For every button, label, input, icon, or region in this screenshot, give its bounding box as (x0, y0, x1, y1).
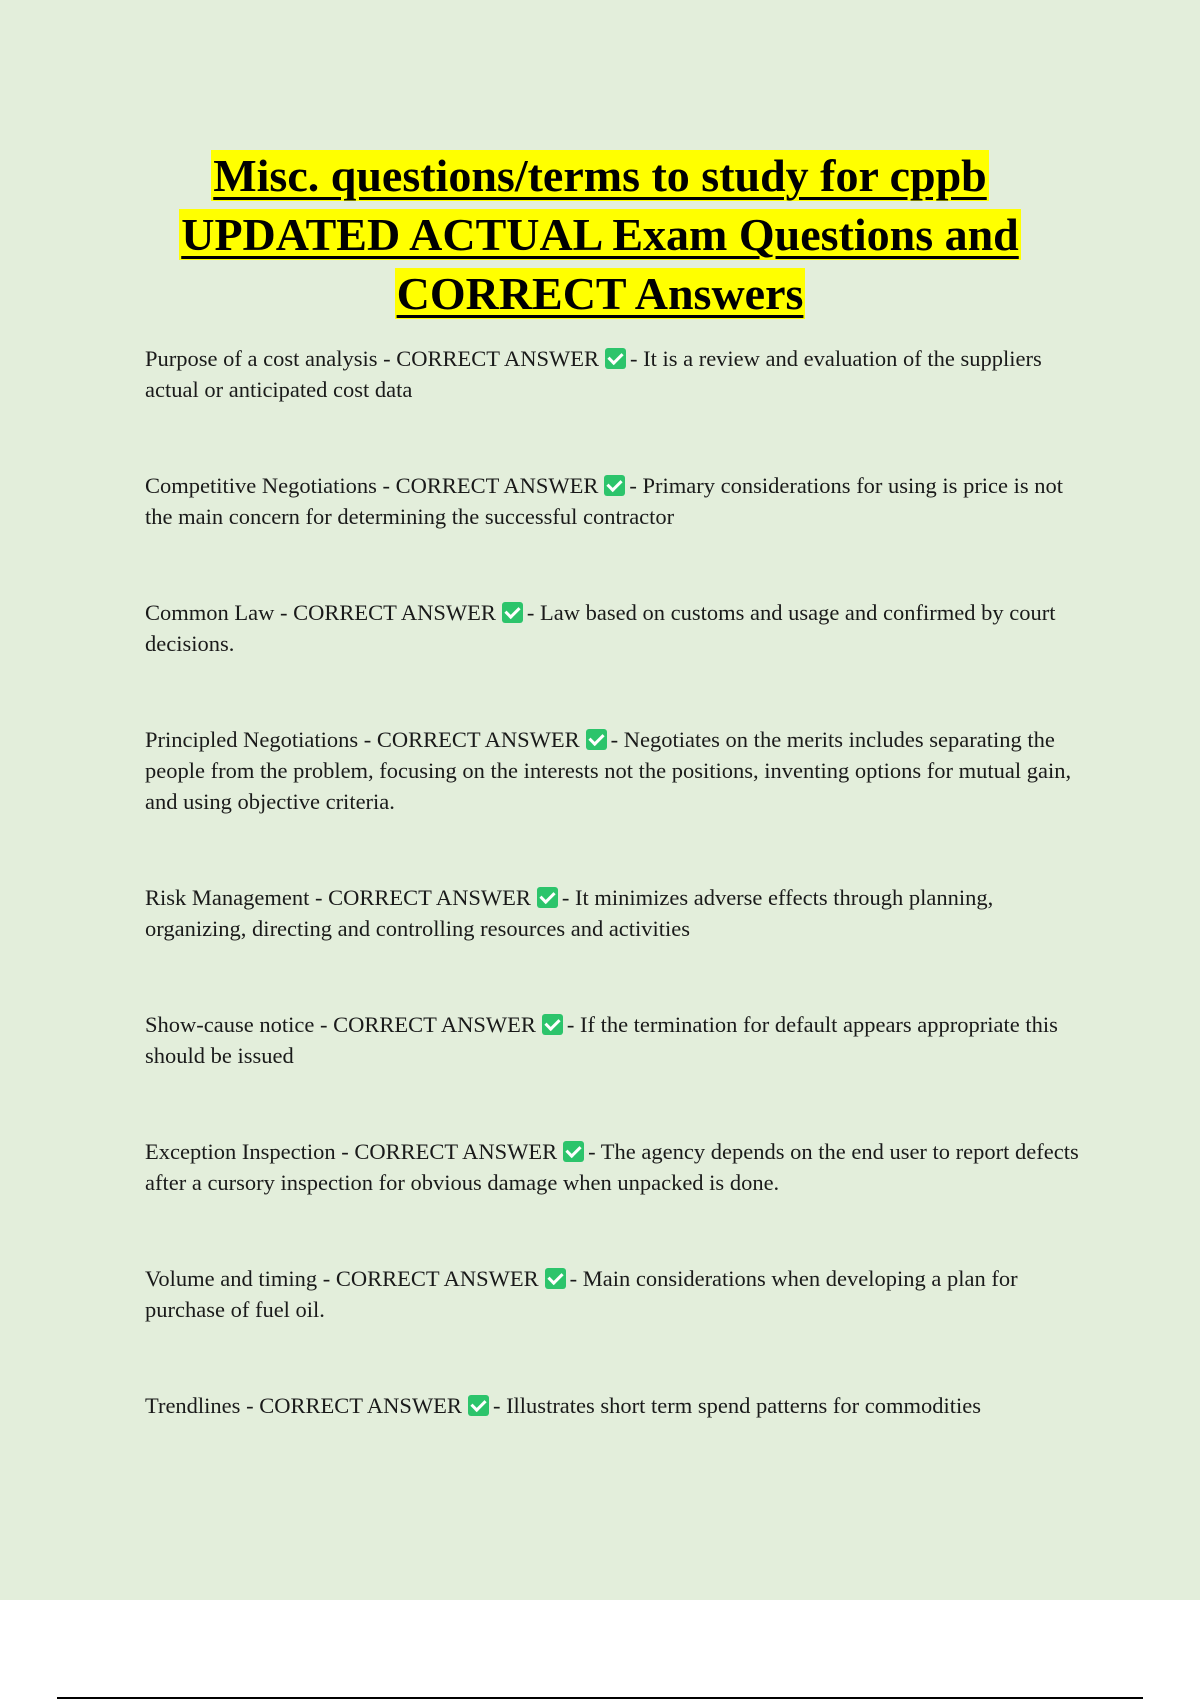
entry-marker: CORRECT ANSWER (293, 600, 496, 625)
title-line: UPDATED ACTUAL Exam Questions and (181, 209, 1019, 260)
entry-term: Risk Management (145, 885, 310, 910)
entry-marker: CORRECT ANSWER (395, 473, 599, 498)
entry-marker: CORRECT ANSWER (328, 885, 531, 910)
qa-entry: Purpose of a cost analysis - CORRECT ANSWER - It is a review and evaluation of the suppliers actual or anticipated cost data (145, 346, 1042, 402)
entry-term: Volume and timing (145, 1266, 318, 1291)
entry-term: Exception Inspection (145, 1139, 336, 1164)
entry-answer: Law based on customs and usage and confirmed by court decisions. (145, 600, 1056, 656)
entry-marker: CORRECT ANSWER (333, 1012, 536, 1037)
qa-entry: Common Law - CORRECT ANSWER - Law based on customs and usage and confirmed by court decisions. (145, 600, 1056, 656)
entry-term: Common Law (145, 600, 275, 625)
qa-entry: Risk Management - CORRECT ANSWER - It minimizes adverse effects through planning, organizing, directing and controlling resources and activities (145, 885, 994, 941)
entry-marker: CORRECT ANSWER (259, 1393, 462, 1418)
entry-term: Trendlines (145, 1393, 241, 1418)
title-line: Misc. questions/terms to study for cppb (213, 150, 987, 201)
entry-answer: Illustrates short term spend patterns for commodities (506, 1393, 981, 1418)
entry-answer: It minimizes adverse effects through planning, organizing, directing and controlling resources and activities (145, 885, 994, 941)
qa-entry: Competitive Negotiations - CORRECT ANSWER - Primary considerations for using is price is not the main concern for determining the successful contractor (145, 473, 1064, 529)
check-mark-icon (563, 1141, 584, 1162)
entry-term: Competitive Negotiations (145, 473, 377, 498)
qa-entry: Show-cause notice - CORRECT ANSWER - If the termination for default appears appropriate this should be issued (145, 1012, 1058, 1068)
document-title (100, 146, 1100, 323)
check-mark-icon (542, 1014, 563, 1035)
check-mark-icon (502, 602, 523, 623)
entry-answer: If the termination for default appears appropriate this should be issued (145, 1012, 1058, 1068)
entry-answer: Main considerations when developing a plan for purchase of fuel oil. (145, 1266, 1018, 1322)
check-mark-icon (468, 1395, 489, 1416)
entry-answer: Negotiates on the merits includes separating the people from the problem, focusing on the interests not the positions, inventing options for mutual gain, and using objective criteria. (145, 727, 1072, 814)
entry-marker: CORRECT ANSWER (376, 727, 580, 752)
entry-term: Show-cause notice (145, 1012, 315, 1037)
check-mark-icon (545, 1268, 566, 1289)
check-mark-icon (537, 887, 558, 908)
title-line: CORRECT Answers (396, 268, 804, 319)
page-bottom-rule (57, 1697, 1143, 1699)
entry-marker: CORRECT ANSWER (335, 1266, 539, 1291)
entry-marker: CORRECT ANSWER (396, 346, 599, 371)
check-mark-icon (604, 475, 625, 496)
entry-term: Principled Negotiations (145, 727, 359, 752)
entry-answer: Primary considerations for using is price is not the main concern for determining the successful contractor (145, 473, 1064, 529)
entry-marker: CORRECT ANSWER (354, 1139, 558, 1164)
entry-answer: It is a review and evaluation of the suppliers actual or anticipated cost data (145, 346, 1042, 402)
check-mark-icon (605, 348, 626, 369)
qa-entry: Exception Inspection - CORRECT ANSWER - The agency depends on the end user to report defects after a cursory inspection for obvious damage when unpacked is done. (145, 1139, 1079, 1195)
check-mark-icon (586, 729, 607, 750)
qa-entry: Volume and timing - CORRECT ANSWER - Main considerations when developing a plan for purchase of fuel oil. (145, 1266, 1018, 1322)
qa-list (145, 343, 1095, 1421)
qa-entry: Principled Negotiations - CORRECT ANSWER - Negotiates on the merits includes separating the people from the problem, focusing on the interests not the positions, inventing options for mutual gain, and using objective criteria. (145, 727, 1072, 814)
entry-answer: The agency depends on the end user to report defects after a cursory inspection for obvious damage when unpacked is done. (145, 1139, 1079, 1195)
entry-term: Purpose of a cost analysis (145, 346, 378, 371)
qa-entry: Trendlines - CORRECT ANSWER - Illustrates short term spend patterns for commodities (145, 1393, 981, 1418)
